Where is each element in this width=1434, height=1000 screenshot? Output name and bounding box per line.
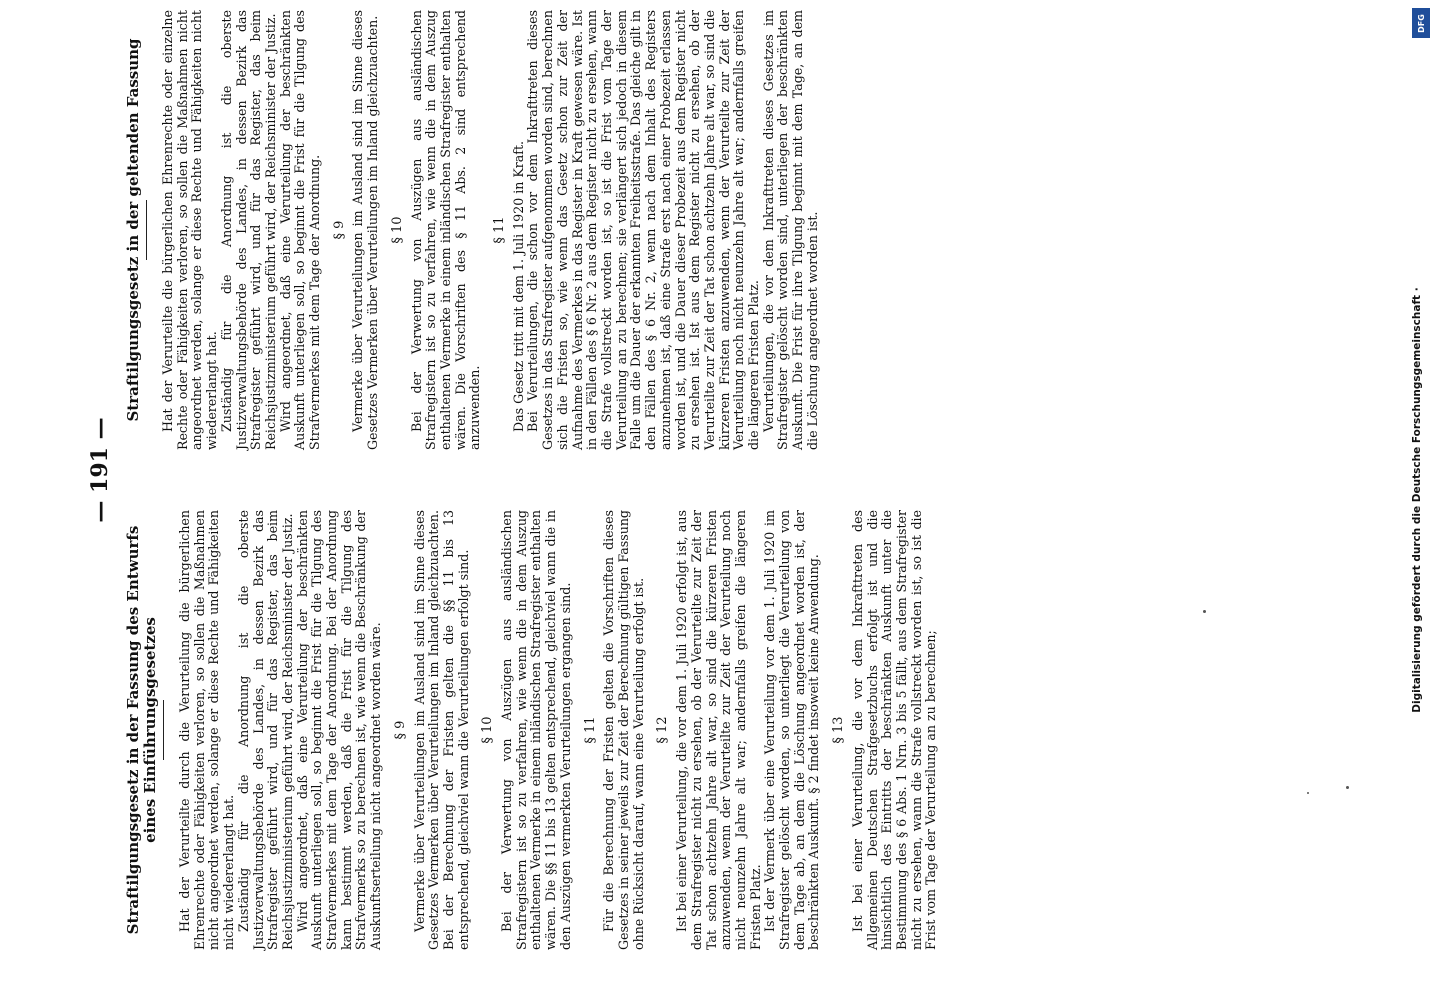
right-column: [125, 10, 821, 450]
rotated-page-content: [85, 0, 1385, 950]
paragraph: Vermerke über Verurteilungen im Ausland sind im Sinne dieses Gesetzes Vermerken über Verurteilungen im Inland gleichzuachten.: [350, 10, 381, 450]
section-heading: § 9: [331, 220, 347, 240]
right-column-title: Straftilgungsgesetz in der geltenden Fassung: [124, 38, 142, 422]
left-column: [125, 510, 939, 950]
section-heading: § 11: [582, 716, 598, 744]
paragraph: Für die Berechnung der Fristen gelten die Vorschriften dieses Gesetzes in seiner jeweils zur Zeit der Berechnung gültigen Fassung ohne Rücksicht darauf, wann eine Verurteilung erfolgt ist.: [601, 510, 646, 950]
page-number: — 191 —: [87, 417, 113, 523]
paragraph: Wird angeordnet, daß eine Verurteilung der beschränkten Auskunft unterliegen soll, so beginnt die Frist für die Tilgung des Strafvermerkes mit dem Tage der Anordnung. Bei der Anordnung kann bestimmt werden, daß die Frist für die Tilgung des Strafvermerks so zu berechnen ist, wie wenn die Beschränkung der Auskunftserteilung nicht angeordnet worden wäre.: [294, 510, 384, 950]
paragraph: Ist der Vermerk über eine Verurteilung vor dem 1. Juli 1920 im Strafregister gelöscht worden, so unterliegt die Verurteilung von dem Tage ab, an dem die Löschung angeordnet worden ist, der beschränkten Auskunft. § 2 findet insoweit keine Anwendung.: [762, 510, 822, 950]
scan-speck: [1203, 610, 1206, 613]
section-heading: § 9: [392, 720, 408, 740]
section-heading: § 10: [480, 716, 496, 744]
section-heading: § 11: [492, 216, 508, 244]
section-heading: § 12: [655, 716, 671, 744]
right-title-rule: [146, 200, 147, 260]
paragraph: Hat der Verurteilte durch die Verurteilung die bürgerlichen Ehrenrechte oder Fähigkeiten verloren, so sollen die Maßnahmen nicht angeordnet werden, solange er diese Rechte und Fähigkeiten nicht wiedererlangt hat.: [177, 510, 237, 950]
funding-credit: Digitalisierung gefördert durch die Deutsche Forschungsgemeinschaft ·: [1411, 287, 1423, 713]
left-column-title: Straftilgungsgesetz in der Fassung des Entwurfs eines Einführungsgesetzes: [124, 525, 159, 935]
left-column-body: [178, 510, 939, 950]
paragraph: Zuständig für die Anordnung ist die oberste Justizverwaltungsbehörde des Landes, in dessen Bezirk das Strafregister geführt wird, und für das Register, das beim Reichsjustizministerium geführt wird, der Reichsminister der Justiz.: [218, 10, 278, 450]
scan-speck: [1346, 786, 1349, 789]
dfg-logo: DFG: [1412, 8, 1430, 38]
paragraph: Das Gesetz tritt mit dem 1. Juli 1920 in Kraft.: [510, 140, 526, 432]
paragraph: Bei der Verwertung von Auszügen aus ausländischen Strafregistern ist so zu verfahren, wie wenn die in dem Auszug enthaltenen Vermerke in einem inländischen Strafregister enthalten wären. Die §§ 11 bis 13 gelten entsprechend, gleichviel wann die in den Auszügen vermerkten Verurteilungen ergangen sind.: [499, 510, 573, 950]
paragraph: Bei Verurteilungen, die schon vor dem Inkrafttreten dieses Gesetzes in das Strafregister aufgenommen worden sind, berechnen sich die Fristen so, wie wenn das Gesetz schon zur Zeit der Aufnahme des Vermerkes in das Register in Kraft gewesen wäre. Ist in den Fällen des § 6 Nr. 2 aus dem Register nicht zu ersehen, wann die Strafe vollstreckt worden ist, so ist die Frist vom Tage der Verurteilung an zu berechnen; sie verlängert sich jedoch in diesem Falle um die Dauer der erkannten Freiheitsstrafe. Das gleiche gilt in den Fällen des § 6 Nr. 2, wenn nach dem Inhalt des Registers anzunehmen ist, daß eine Strafe erst nach einer Probezeit erlassen worden ist, und die Dauer dieser Probezeit aus dem Register nicht zu ersehen ist. Ist aus dem Register nicht zu ersehen, ob der Verurteilte zur Zeit der Tat schon achtzehn Jahre alt war, so sind die kürzeren Fristen anzuwenden, wenn der Verurteilte zur Zeit der Verurteilung noch nicht neunzehn Jahre alt war; andernfalls greifen die längeren Fristen Platz.: [525, 10, 762, 450]
paragraph: Verurteilungen, die vor dem Inkrafttreten dieses Gesetzes im Strafregister gelöscht worden sind, unterliegen der beschränkten Auskunft. Die Frist für ihre Tilgung beginnt mit dem Tage, an dem die Löschung angeordnet worden ist.: [760, 10, 820, 450]
left-title-rule: [163, 700, 164, 760]
paragraph: Bei der Verwertung von Auszügen aus ausländischen Strafregistern ist so zu verfahren, wie wenn die in dem Auszug enthaltenen Vermerke in einem inländischen Strafregister enthalten wären. Die Vorschriften des § 11 Abs. 2 sind entsprechend anzuwenden.: [408, 10, 483, 450]
right-column-body: [161, 10, 821, 450]
paragraph: Vermerke über Verurteilungen im Ausland sind im Sinne dieses Gesetzes Vermerken über Verurteilungen im Inland gleichzuachten. Bei der Berechnung der Fristen gelten die §§ 11 bis 13 entsprechend, gleichviel wann die Verurteilungen erfolgt sind.: [411, 510, 471, 950]
paragraph: Zuständig für die Anordnung ist die oberste Justizverwaltungsbehörde des Landes, in dessen Bezirk das Strafregister geführt wird, und für das Register, das beim Reichsjustizministerium geführt wird, der Reichsminister der Justiz.: [235, 510, 295, 950]
paragraph: Wird angeordnet, daß eine Verurteilung der beschränkten Auskunft unterliegen soll, so beginnt die Frist für die Tilgung des Strafvermerkes mit dem Tage der Anordnung.: [277, 10, 323, 450]
paragraph: Hat der Verurteilte die bürgerlichen Ehrenrechte oder einzelne Rechte oder Fähigkeiten verloren, so sollen die Maßnahmen nicht angeordnet werden, solange er diese Rechte und Fähigkeiten nicht wiedererlangt hat.: [160, 10, 220, 450]
scan-speck: [1307, 792, 1309, 794]
paragraph: Ist bei einer Verurteilung, die vor dem Inkrafttreten des Allgemeinen Deutschen Strafgesetzbuchs erfolgt ist und die hinsichtlich des Eintritts der beschränkten Auskunft unter die Bestimmung des § 6 Abs. 1 Nrn. 3 bis 5 fällt, aus dem Strafregister nicht zu ersehen, wann die Strafe vollstreckt worden ist, so ist die Frist vom Tage der Verurteilung an zu berechnen;: [849, 510, 939, 950]
paragraph: Ist bei einer Verurteilung, die vor dem 1. Juli 1920 erfolgt ist, aus dem Strafregister nicht zu ersehen, ob der Verurteilte zur Zeit der Tat schon achtzehn Jahre alt war, so sind die kürzeren Fristen anzuwenden, wenn der Verurteilte zur Zeit der Verurteilung noch nicht neunzehn Jahre alt war; andernfalls greifen die längeren Fristen Platz.: [674, 510, 763, 950]
section-heading: § 10: [389, 216, 405, 244]
section-heading: § 13: [831, 716, 847, 744]
